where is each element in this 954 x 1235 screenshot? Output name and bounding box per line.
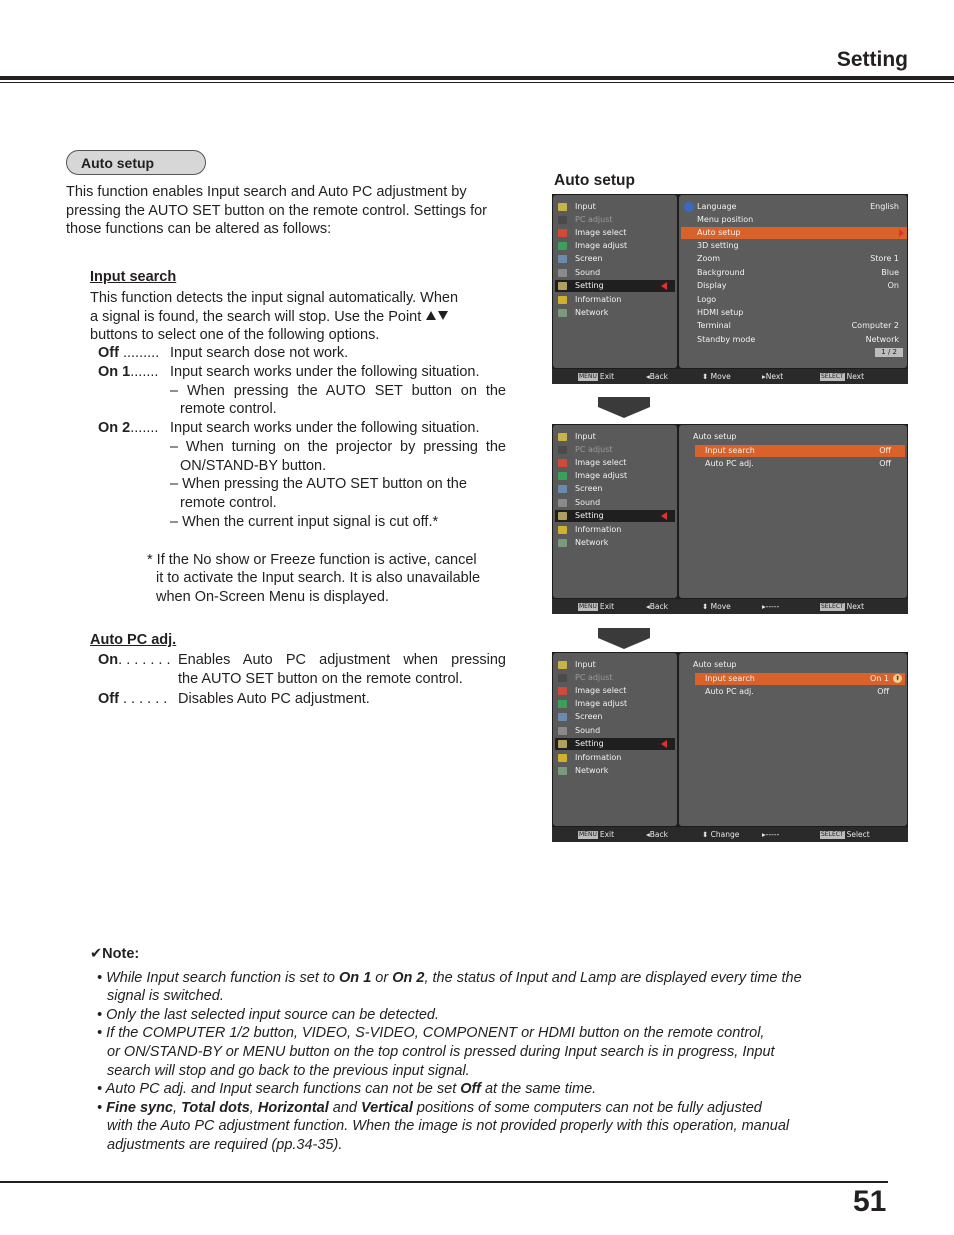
- screen-icon: [558, 255, 567, 263]
- point-down-icon: [438, 311, 448, 320]
- auto-pc-off: Off . . . . . .: [98, 691, 168, 707]
- pc-adjust-icon: [558, 674, 567, 682]
- note-title: Note:: [102, 946, 140, 962]
- sound-icon: [558, 727, 567, 735]
- footnote-line3: when On-Screen Menu is displayed.: [156, 589, 389, 605]
- selected-arrow-icon: [661, 740, 667, 748]
- auto-pc-on: On. . . . . . .: [98, 652, 171, 668]
- image-select-icon: [558, 459, 567, 467]
- menu-item-image-adjust: Image adjust: [555, 698, 675, 710]
- input-search-heading: Input search: [90, 269, 177, 285]
- osd-screen-auto-setup-on1: [552, 652, 908, 842]
- figure-caption: Auto setup: [554, 172, 635, 189]
- menu-item-network: Network: [555, 765, 675, 777]
- submenu-row: Terminal Computer 2: [697, 321, 899, 330]
- menu-item-sound: Sound: [555, 267, 675, 279]
- image-select-icon: [558, 229, 567, 237]
- note-block: [90, 945, 890, 1155]
- option-on1-description: Input search works under the following situation.: [170, 364, 480, 380]
- submenu-row: Logo: [697, 295, 717, 304]
- menu-item-network: Network: [555, 307, 675, 319]
- option-on1: On 1.......: [98, 364, 159, 380]
- submenu-row: Display On: [697, 281, 899, 290]
- setting-icon: [558, 740, 567, 748]
- menu-item-pc-adjust: PC adjust: [555, 214, 675, 226]
- check-icon: ✔: [90, 946, 103, 962]
- page-section-title: Setting: [836, 48, 908, 71]
- osd-main-menu: [553, 653, 677, 826]
- pc-adjust-icon: [558, 216, 567, 224]
- point-up-icon: [426, 311, 436, 320]
- osd-submenu: [679, 195, 907, 368]
- image-adjust-icon: [558, 700, 567, 708]
- option-on2: On 2.......: [98, 420, 159, 436]
- menu-item-screen: Screen: [555, 483, 675, 495]
- option-on1-sub1: – When pressing the AUTO SET button on the: [170, 383, 506, 399]
- menu-item-sound: Sound: [555, 725, 675, 737]
- submenu-row: Auto PC adj. Off: [705, 459, 891, 468]
- menu-item-information: Information: [555, 752, 675, 764]
- option-on2-sub3: – When the current input signal is cut off.*: [170, 514, 439, 530]
- osd-footer: MENU Exit ◂Back ⬍ Move ▸Next SELECT Next: [552, 369, 908, 384]
- footer-rule: [0, 1181, 888, 1183]
- information-icon: [558, 754, 567, 762]
- menu-item-screen: Screen: [555, 253, 675, 265]
- note-bullet: • While Input search function is set to On 1 or On 2, the status of Input and Lamp are displayed every time the signal is switched.: [97, 969, 802, 1005]
- submenu-title: Auto setup: [693, 432, 737, 441]
- information-icon: [558, 526, 567, 534]
- submenu-row: Auto PC adj. Off: [705, 687, 889, 696]
- menu-item-image-adjust: Image adjust: [555, 240, 675, 252]
- setting-icon: [558, 282, 567, 290]
- osd-submenu: [679, 425, 907, 598]
- header-rule: [0, 76, 954, 80]
- menu-item-image-select: Image select: [555, 457, 675, 469]
- input-icon: [558, 661, 567, 669]
- selected-arrow-icon: [661, 282, 667, 290]
- network-icon: [558, 309, 567, 317]
- menu-item-information: Information: [555, 294, 675, 306]
- flow-arrow-bar: [598, 628, 650, 638]
- section-label: Auto setup: [66, 150, 206, 175]
- page-number: 51: [853, 1185, 887, 1218]
- menu-item-pc-adjust: PC adjust: [555, 444, 675, 456]
- menu-item-setting: Setting: [555, 280, 675, 292]
- menu-item-input: Input: [555, 659, 675, 671]
- input-icon: [558, 433, 567, 441]
- submenu-row: Language English: [697, 202, 899, 211]
- menu-item-setting: Setting: [555, 510, 675, 522]
- submenu-row-selected: Auto setup: [681, 227, 907, 239]
- option-off-description: Input search dose not work.: [170, 345, 349, 361]
- submenu-row: Standby mode Network: [697, 335, 899, 344]
- option-on1-sub1-cont: remote control.: [180, 401, 277, 417]
- note-bullet: • Auto PC adj. and Input search functions can not be set Off at the same time.: [97, 1081, 597, 1098]
- menu-item-setting: Setting: [555, 738, 675, 750]
- image-adjust-icon: [558, 472, 567, 480]
- information-icon: [558, 296, 567, 304]
- auto-pc-off-description: Disables Auto PC adjustment.: [178, 691, 370, 707]
- network-icon: [558, 539, 567, 547]
- sound-icon: [558, 499, 567, 507]
- osd-screen-auto-setup-off: [552, 424, 908, 614]
- setting-icon: [558, 512, 567, 520]
- menu-item-image-select: Image select: [555, 227, 675, 239]
- submenu-row: 3D setting: [697, 241, 739, 250]
- menu-item-screen: Screen: [555, 711, 675, 723]
- submenu-arrow-icon: [899, 229, 904, 237]
- osd-submenu: [679, 653, 907, 826]
- note-bullet: • If the COMPUTER 1/2 button, VIDEO, S-VIDEO, COMPONENT or HDMI button on the remote control, or ON/STAND-BY or MENU button on the top control is pressed during Input search is in progress, Input search will stop and go back to the previous input signal.: [97, 1025, 775, 1079]
- osd-footer: MENU Exit ◂Back ⬍ Change ▸----- SELECT Select: [552, 827, 908, 842]
- option-on2-description: Input search works under the following situation.: [170, 420, 480, 436]
- network-icon: [558, 767, 567, 775]
- input-search-description: This function detects the input signal automatically. When a signal is found, the search will stop. Use the Point buttons to select one of the following options.: [90, 290, 459, 344]
- menu-item-image-select: Image select: [555, 685, 675, 697]
- input-icon: [558, 203, 567, 211]
- submenu-row-selected: Input search On 1 ⬍: [695, 673, 905, 685]
- globe-icon: [684, 202, 694, 212]
- menu-item-information: Information: [555, 524, 675, 536]
- option-on2-sub1-cont: ON/STAND-BY button.: [180, 458, 327, 474]
- submenu-row: HDMI setup: [697, 308, 744, 317]
- menu-item-network: Network: [555, 537, 675, 549]
- option-on2-sub2: – When pressing the AUTO SET button on the: [170, 476, 467, 492]
- pc-adjust-icon: [558, 446, 567, 454]
- option-off: Off .........: [98, 345, 160, 361]
- auto-pc-on-description-cont: the AUTO SET button on the remote control.: [178, 671, 463, 687]
- submenu-title: Auto setup: [693, 660, 737, 669]
- image-select-icon: [558, 687, 567, 695]
- note-bullet: • Only the last selected input source can be detected.: [97, 1006, 440, 1023]
- header-rule-thin: [0, 82, 954, 83]
- submenu-row: Background Blue: [697, 268, 899, 277]
- menu-item-input: Input: [555, 201, 675, 213]
- menu-item-pc-adjust: PC adjust: [555, 672, 675, 684]
- option-on2-sub1: – When turning on the projector by pressing the: [170, 439, 506, 455]
- submenu-row: Menu position: [697, 215, 754, 224]
- osd-footer: MENU Exit ◂Back ⬍ Move ▸----- SELECT Next: [552, 599, 908, 614]
- selected-arrow-icon: [661, 512, 667, 520]
- image-adjust-icon: [558, 242, 567, 250]
- note-bullet: • Fine sync, Total dots, Horizontal and Vertical positions of some computers can not be fully adjusted with the Auto PC adjustment function. When the image is not provided properly with this operation, manual adjustments are required (pp.34-35).: [97, 1099, 790, 1153]
- menu-item-input: Input: [555, 431, 675, 443]
- submenu-row-selected: Input search Off: [695, 445, 905, 457]
- option-on2-sub2-cont: remote control.: [180, 495, 277, 511]
- flow-arrow-bar: [598, 397, 650, 407]
- screen-icon: [558, 713, 567, 721]
- osd-screen-setting: [552, 194, 908, 384]
- intro-paragraph: This function enables Input search and Auto PC adjustment by pressing the AUTO SET button on the remote control. Settings for those functions can be altered as follows:: [66, 184, 487, 238]
- osd-main-menu: [553, 195, 677, 368]
- screen-icon: [558, 485, 567, 493]
- auto-pc-on-description: Enables Auto PC adjustment when pressing: [178, 652, 506, 668]
- flow-arrow-down-icon: [598, 638, 650, 649]
- auto-pc-heading: Auto PC adj.: [90, 632, 177, 648]
- menu-item-sound: Sound: [555, 497, 675, 509]
- menu-item-image-adjust: Image adjust: [555, 470, 675, 482]
- flow-arrow-down-icon: [598, 407, 650, 418]
- submenu-row: Zoom Store 1: [697, 254, 899, 263]
- footnote-line2: it to activate the Input search. It is also unavailable: [156, 570, 481, 586]
- footnote-line1: * If the No show or Freeze function is active, cancel: [147, 552, 477, 568]
- page-indicator: 1 / 2: [875, 348, 903, 357]
- sound-icon: [558, 269, 567, 277]
- osd-main-menu: [553, 425, 677, 598]
- updown-stepper-icon: ⬍: [894, 675, 901, 682]
